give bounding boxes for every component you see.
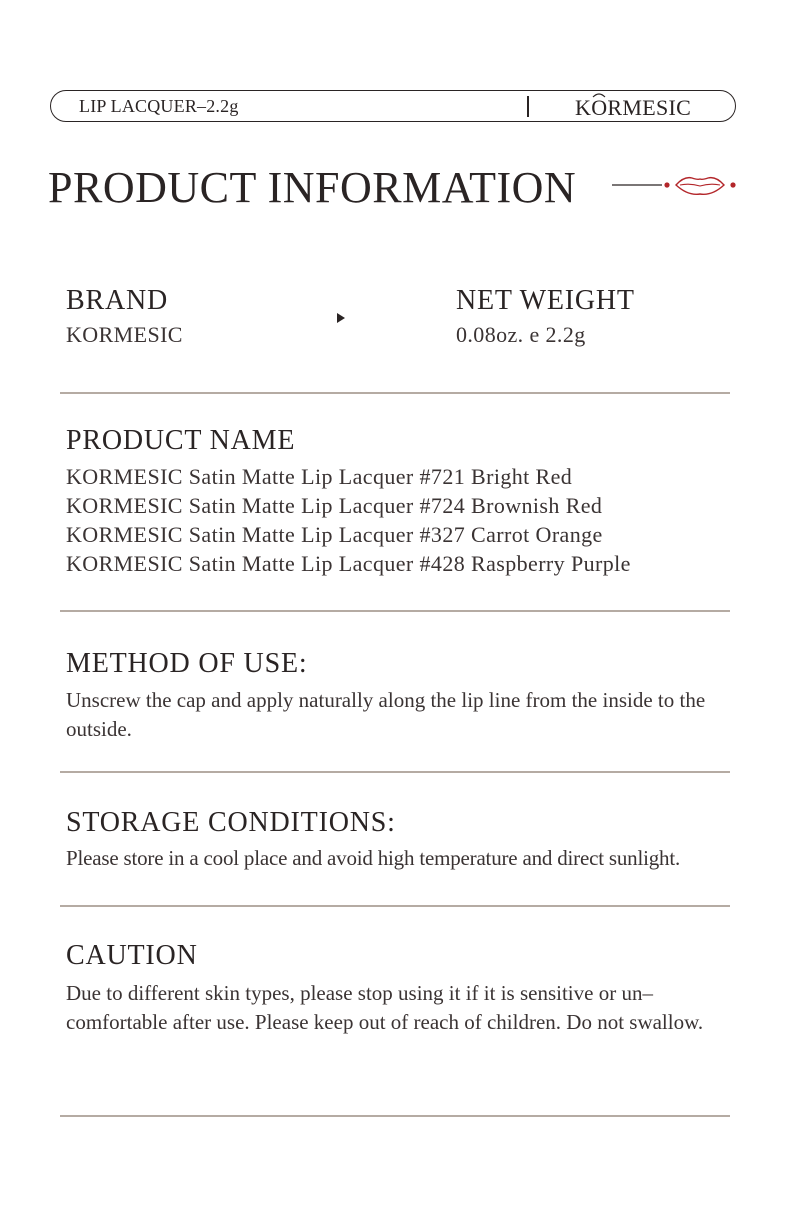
storage-label: STORAGE CONDITIONS: [66, 807, 396, 838]
header-divider [527, 96, 529, 117]
net-weight-label: NET WEIGHT [456, 285, 635, 316]
header-bar [50, 90, 736, 122]
section-divider [60, 905, 730, 907]
method-text: Unscrew the cap and apply naturally along the lip line from the inside to the outside. [66, 688, 706, 741]
section-divider [60, 1115, 730, 1117]
product-name-list [66, 462, 631, 578]
product-name-label: PRODUCT NAME [66, 425, 296, 456]
product-name-item: KORMESIC Satin Matte Lip Lacquer #724 Brownish Red [66, 493, 603, 518]
section-divider [60, 392, 730, 394]
caution-text: Due to different skin types, please stop using it if it is sensitive or un–comfortable after use. Please keep out of reach of children. Do not swallow. [66, 981, 704, 1034]
storage-text: Please store in a cool place and avoid high temperature and direct sunlight. [66, 846, 681, 870]
header-brand: KORMESIC [575, 95, 692, 120]
caution-label: CAUTION [66, 940, 198, 971]
product-size-label: LIP LACQUER–2.2g [79, 96, 239, 116]
section-divider [60, 771, 730, 773]
product-name-item: KORMESIC Satin Matte Lip Lacquer #327 Carrot Orange [66, 522, 603, 547]
product-name-item: KORMESIC Satin Matte Lip Lacquer #428 Raspberry Purple [66, 551, 631, 576]
lips-icon [612, 170, 738, 200]
product-name-item: KORMESIC Satin Matte Lip Lacquer #721 Bright Red [66, 464, 573, 489]
net-weight-value: 0.08oz. e 2.2g [456, 322, 586, 347]
method-label: METHOD OF USE: [66, 648, 308, 679]
triangle-icon [337, 313, 345, 323]
brand-label: BRAND [66, 285, 169, 316]
page-title: PRODUCT INFORMATION [48, 163, 577, 212]
section-divider [60, 610, 730, 612]
brand-value: KORMESIC [66, 322, 183, 347]
